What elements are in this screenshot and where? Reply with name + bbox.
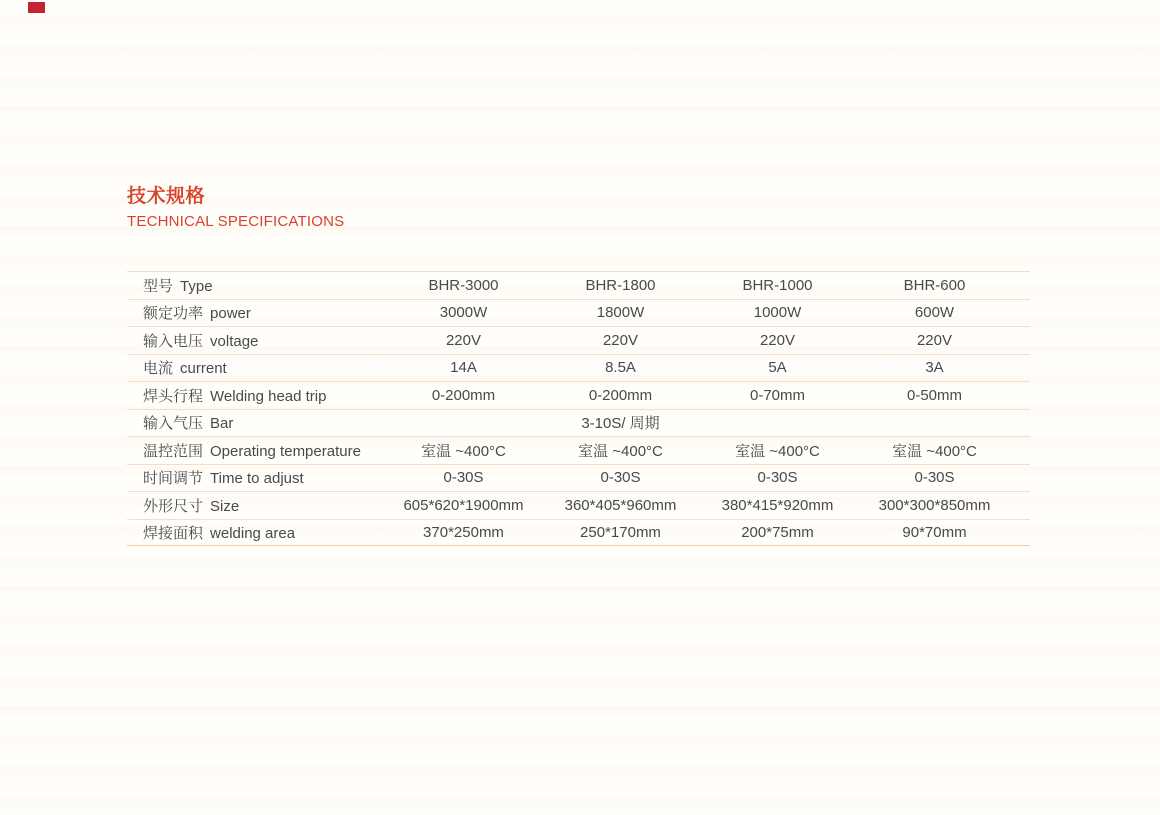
table-row (127, 354, 1030, 382)
table-row (127, 409, 1030, 437)
row-value: 0-200mm (431, 386, 496, 404)
row-value: 14A (450, 359, 477, 377)
row-value: 3A (925, 359, 944, 377)
table-row (127, 299, 1030, 327)
row-label (127, 302, 385, 323)
row-value: 0-30S (443, 469, 484, 487)
row-value: 0-30S (600, 469, 641, 487)
row-value: 90*70mm (902, 523, 967, 541)
row-label (127, 275, 385, 296)
table-row (127, 519, 1030, 547)
row-value: 1000W (753, 304, 802, 322)
row-label-en: Size (210, 497, 240, 515)
row-value: 室温 ~400°C (735, 442, 820, 460)
row-value: 0-70mm (749, 386, 805, 404)
row-value: 室温 ~400°C (892, 442, 977, 460)
table-row (127, 326, 1030, 354)
row-value: 1800W (596, 304, 645, 322)
row-value: BHR-600 (903, 276, 966, 294)
table-row (127, 271, 1030, 299)
row-value: 0-30S (757, 469, 798, 487)
row-value: 0-30S (914, 469, 955, 487)
page-subtitle: TECHNICAL SPECIFICATIONS (127, 213, 345, 230)
row-value: 200*75mm (741, 523, 814, 541)
corner-red-mark (28, 2, 45, 13)
row-value: BHR-1000 (742, 276, 813, 294)
row-value: 605*620*1900mm (403, 496, 524, 514)
row-value: 220V (759, 331, 796, 349)
row-label-en: power (210, 305, 251, 323)
row-label-en: Welding head trip (210, 387, 327, 405)
row-label-en: voltage (210, 332, 259, 350)
row-label-en: Operating temperature (210, 442, 361, 460)
row-label (127, 412, 385, 433)
row-label-en: Type (180, 277, 213, 295)
row-value: 250*170mm (580, 523, 661, 541)
row-value: 360*405*960mm (564, 496, 677, 514)
row-label (127, 495, 385, 516)
row-label (127, 330, 385, 351)
spec-table (127, 271, 1030, 546)
row-value: 0-50mm (906, 386, 962, 404)
row-label-cn: 输入气压 (143, 415, 204, 433)
row-label-cn: 温控范围 (143, 442, 204, 460)
row-label-en: Bar (210, 415, 234, 433)
row-label-cn: 时间调节 (143, 470, 204, 488)
row-value: 370*250mm (423, 523, 504, 541)
row-label-cn: 输入电压 (143, 332, 204, 350)
row-label-cn: 焊头行程 (143, 387, 204, 405)
row-value: BHR-3000 (428, 276, 499, 294)
row-value: 220V (602, 331, 639, 349)
row-label-en: Time to adjust (210, 470, 304, 488)
row-label-cn: 电流 (143, 360, 174, 378)
table-row (127, 436, 1030, 464)
row-label-cn: 额定功率 (143, 305, 204, 323)
row-label-en: welding area (210, 524, 296, 542)
row-value: 300*300*850mm (878, 496, 991, 514)
row-label (127, 522, 385, 543)
row-label-cn: 外形尺寸 (143, 497, 204, 515)
row-value: 0-200mm (588, 386, 653, 404)
row-label (127, 467, 385, 488)
section-header (127, 186, 344, 230)
row-value: BHR-1800 (585, 276, 656, 294)
row-value: 380*415*920mm (721, 496, 834, 514)
row-label-en: current (180, 360, 227, 378)
row-label (127, 357, 385, 378)
row-value: 8.5A (605, 359, 636, 377)
row-label (127, 385, 385, 406)
row-label-cn: 焊接面积 (143, 524, 204, 542)
table-row (127, 491, 1030, 519)
row-label-cn: 型号 (143, 277, 174, 295)
row-value: 室温 ~400°C (578, 442, 663, 460)
table-row (127, 464, 1030, 492)
table-row (127, 381, 1030, 409)
row-value: 220V (916, 331, 953, 349)
row-value: 室温 ~400°C (421, 442, 506, 460)
row-value: 220V (445, 331, 482, 349)
row-value: 3-10S/ 周期 (581, 415, 660, 433)
row-value: 5A (768, 359, 787, 377)
row-label (127, 440, 385, 461)
page-title: 技术规格 (127, 186, 206, 207)
row-value: 600W (914, 304, 955, 322)
row-value: 3000W (439, 304, 488, 322)
